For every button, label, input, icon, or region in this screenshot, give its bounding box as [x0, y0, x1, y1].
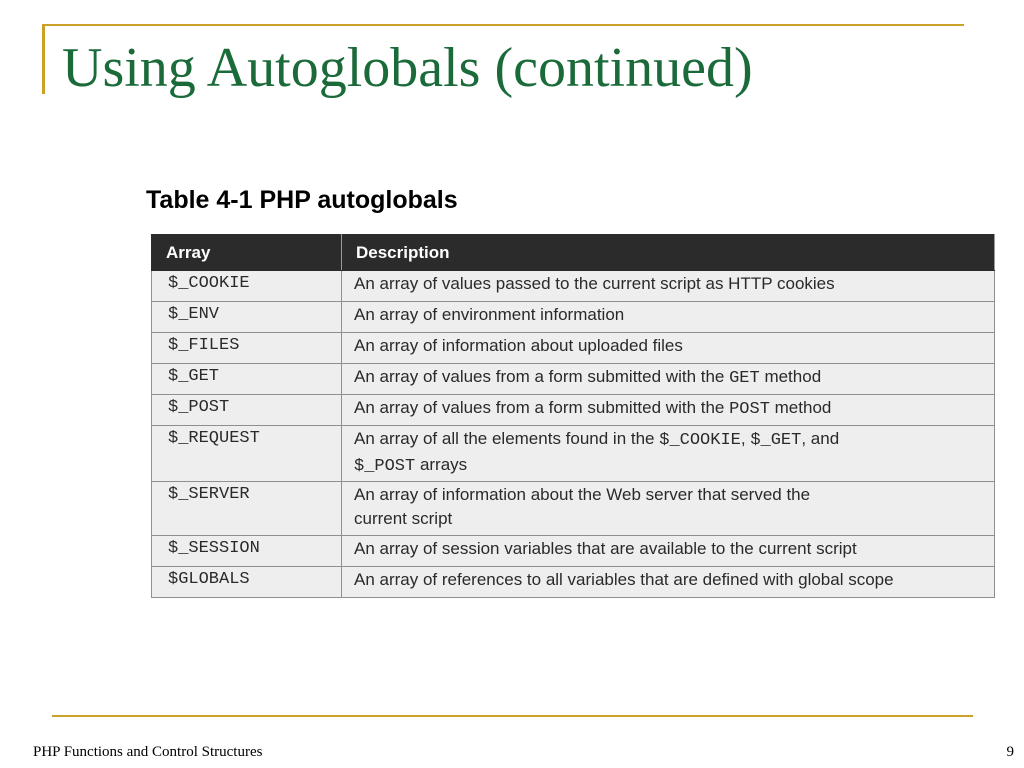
array-cell: $_GET [152, 364, 342, 395]
description-cell: An array of references to all variables that are defined with global scope [342, 567, 995, 598]
column-header-description: Description [342, 235, 995, 271]
array-cell: $GLOBALS [152, 567, 342, 598]
array-cell: $_POST [152, 395, 342, 426]
array-cell: $_COOKIE [152, 271, 342, 302]
table-caption: Table 4-1 PHP autoglobals [146, 186, 458, 214]
table-row [152, 302, 995, 333]
title-frame-vertical-rule [42, 24, 45, 94]
code-term: $_COOKIE [659, 431, 741, 450]
autoglobals-table [151, 234, 995, 598]
column-header-array: Array [152, 235, 342, 271]
table-row [152, 364, 995, 395]
description-text: method [759, 367, 822, 386]
footer-text: PHP Functions and Control Structures [33, 744, 263, 760]
table-header-row [152, 235, 995, 271]
page-number: 9 [1006, 744, 1014, 760]
code-term: $_POST [354, 457, 416, 476]
description-cell [342, 482, 995, 536]
description-text: , [740, 429, 751, 448]
array-cell: $_SERVER [152, 482, 342, 536]
array-cell: $_FILES [152, 333, 342, 364]
description-text: , and [801, 429, 840, 448]
table-row [152, 536, 995, 567]
description-cell: An array of environment information [342, 302, 995, 333]
description-cell: An array of information about uploaded files [342, 333, 995, 364]
code-term: GET [729, 369, 760, 388]
description-text: An array of all the elements found in the [354, 429, 660, 448]
description-cell [342, 395, 995, 426]
array-cell: $_REQUEST [152, 426, 342, 482]
description-cell [342, 364, 995, 395]
description-text: An array of information about the Web server that served the [354, 485, 811, 504]
table-row [152, 567, 995, 598]
description-text: An array of values from a form submitted with the [354, 398, 730, 417]
code-term: $_GET [750, 431, 802, 450]
table-row [152, 426, 995, 482]
description-cell [342, 426, 995, 482]
description-text: arrays [415, 455, 468, 474]
table-row [152, 271, 995, 302]
table-row [152, 395, 995, 426]
description-text: method [769, 398, 832, 417]
array-cell: $_SESSION [152, 536, 342, 567]
title-frame-top-rule [42, 24, 964, 26]
description-cell: An array of session variables that are available to the current script [342, 536, 995, 567]
code-term: POST [729, 400, 770, 419]
array-cell: $_ENV [152, 302, 342, 333]
description-text: An array of values from a form submitted with the [354, 367, 730, 386]
description-cell: An array of values passed to the current script as HTTP cookies [342, 271, 995, 302]
table-row [152, 482, 995, 536]
footer-rule [52, 715, 973, 717]
table-row [152, 333, 995, 364]
description-text: current script [354, 509, 453, 528]
slide-title: Using Autoglobals (continued) [62, 37, 753, 99]
